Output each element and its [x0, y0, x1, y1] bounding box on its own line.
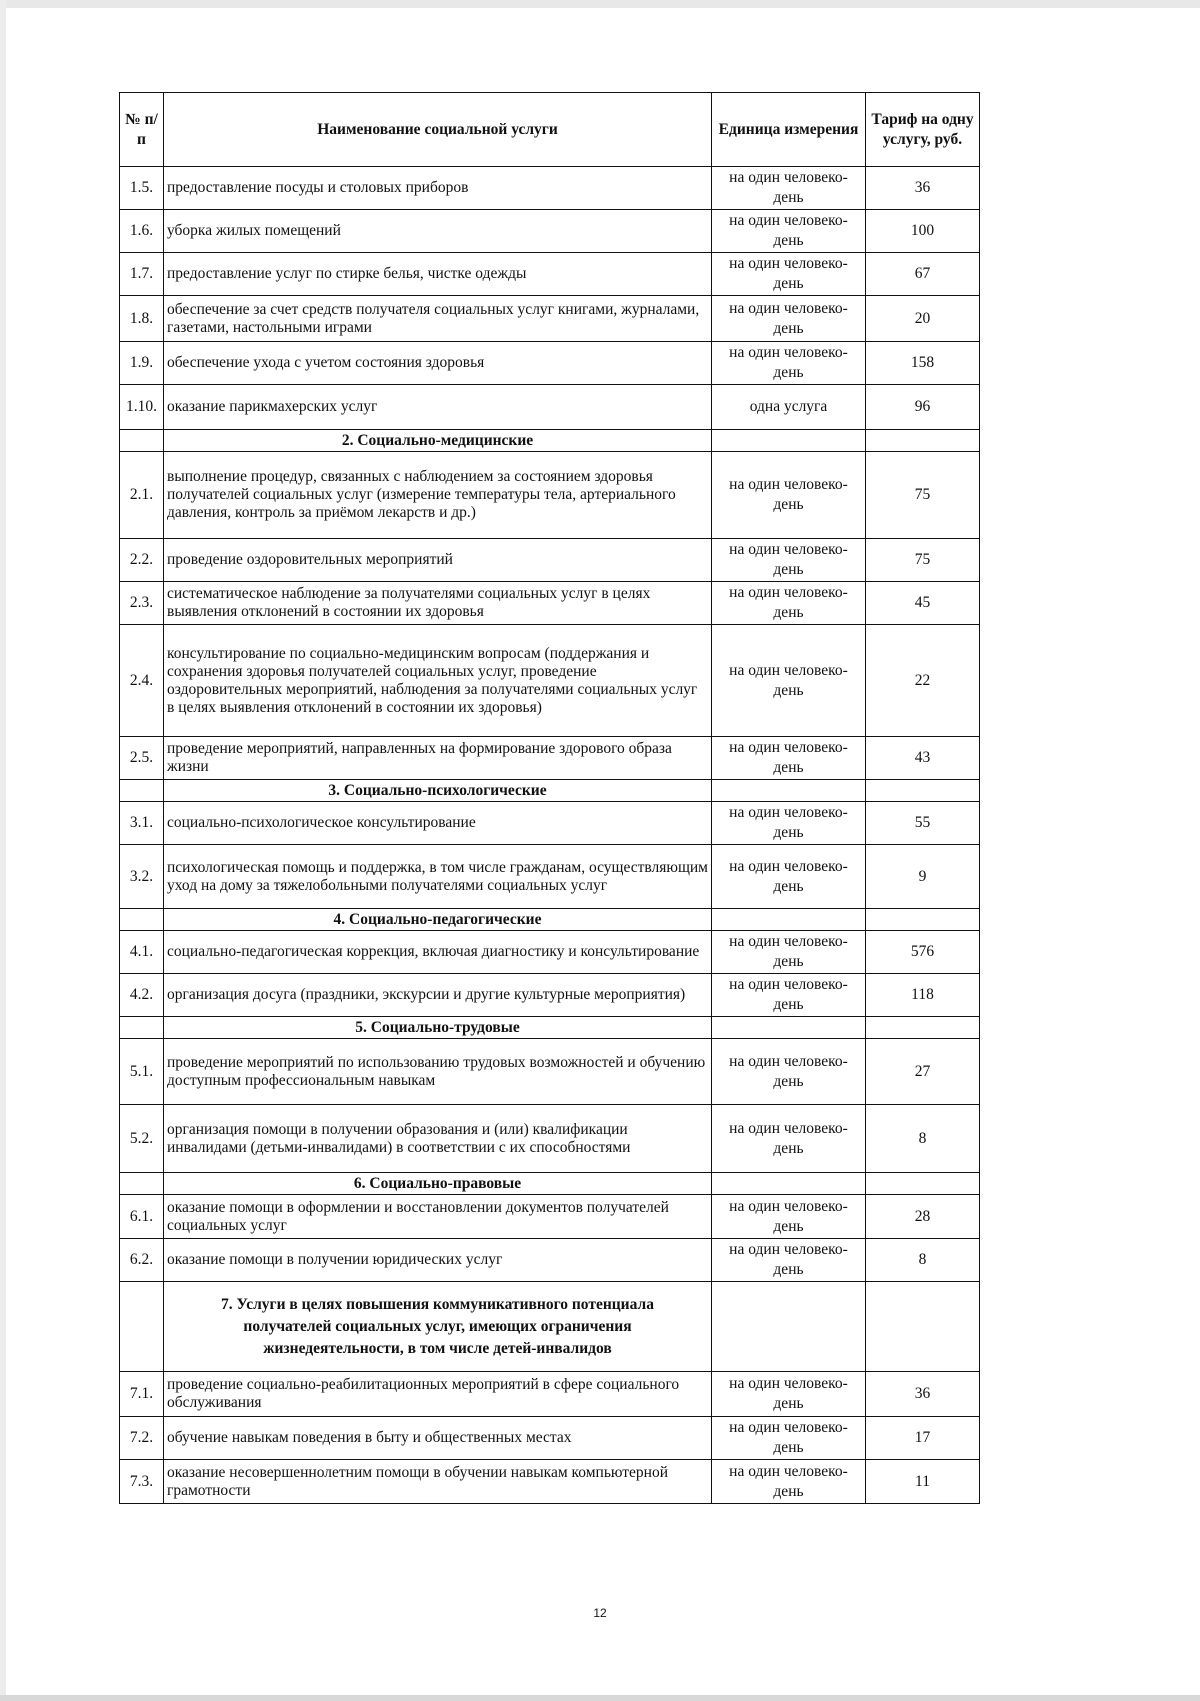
tariff-value: 8 [866, 1105, 980, 1173]
tariff-value: 36 [866, 1372, 980, 1417]
row-number: 5.1. [120, 1039, 164, 1105]
section-number-cell [120, 430, 164, 452]
section-title: 3. Социально-психологические [164, 780, 712, 802]
table-row [120, 1460, 980, 1504]
tariff-value: 118 [866, 974, 980, 1017]
service-name: предоставление посуды и столовых приборов [164, 167, 712, 210]
table-row [120, 1039, 980, 1105]
header-row [120, 93, 980, 167]
service-name: проведение мероприятий по использованию трудовых возможностей и обучению доступным профессиональным навыкам [164, 1039, 712, 1105]
unit-of-measure: на один человеко-день [712, 342, 866, 385]
table-row [120, 1372, 980, 1417]
header-unit: Единица измерения [712, 93, 866, 167]
row-number: 7.1. [120, 1372, 164, 1417]
unit-of-measure: на один человеко-день [712, 625, 866, 737]
tariff-value: 96 [866, 385, 980, 430]
service-name: оказание парикмахерских услуг [164, 385, 712, 430]
table-row [120, 845, 980, 909]
section-row [120, 1282, 980, 1372]
unit-of-measure: на один человеко-день [712, 539, 866, 582]
service-name: социально-педагогическая коррекция, включая диагностику и консультирование [164, 931, 712, 974]
service-name: выполнение процедур, связанных с наблюдением за состоянием здоровья получателей социальных услуг (измерение температуры тела, артериального давления, контроль за приёмом лекарств и др.) [164, 452, 712, 539]
unit-of-measure: на один человеко-день [712, 1372, 866, 1417]
table-row [120, 625, 980, 737]
service-name: предоставление услуг по стирке белья, чистке одежды [164, 253, 712, 296]
unit-of-measure: на один человеко-день [712, 931, 866, 974]
table-row [120, 539, 980, 582]
table-row [120, 452, 980, 539]
row-number: 2.5. [120, 737, 164, 780]
table-row [120, 296, 980, 342]
service-name: обеспечение за счет средств получателя социальных услуг книгами, журналами, газетами, настольными играми [164, 296, 712, 342]
service-name: социально-психологическое консультирование [164, 802, 712, 845]
tariff-value: 100 [866, 210, 980, 253]
row-number: 7.2. [120, 1417, 164, 1460]
tariff-value: 27 [866, 1039, 980, 1105]
table-row [120, 253, 980, 296]
section-row [120, 909, 980, 931]
tariff-value: 17 [866, 1417, 980, 1460]
section-unit-cell [712, 1173, 866, 1195]
row-number: 1.6. [120, 210, 164, 253]
scan-edge-bottom [0, 1695, 1200, 1701]
service-name: обеспечение ухода с учетом состояния здоровья [164, 342, 712, 385]
unit-of-measure: на один человеко-день [712, 167, 866, 210]
tariff-value: 67 [866, 253, 980, 296]
row-number: 2.4. [120, 625, 164, 737]
section-title: 4. Социально-педагогические [164, 909, 712, 931]
unit-of-measure: на один человеко-день [712, 737, 866, 780]
tariff-value: 28 [866, 1195, 980, 1239]
section-number-cell [120, 1282, 164, 1372]
unit-of-measure: на один человеко-день [712, 974, 866, 1017]
section-unit-cell [712, 909, 866, 931]
table-row [120, 385, 980, 430]
tariff-value: 75 [866, 539, 980, 582]
scan-edge-left [0, 0, 6, 1701]
service-name: уборка жилых помещений [164, 210, 712, 253]
tariff-value: 45 [866, 582, 980, 625]
section-row [120, 1017, 980, 1039]
tariff-value: 576 [866, 931, 980, 974]
service-name: оказание помощи в получении юридических услуг [164, 1239, 712, 1282]
row-number: 5.2. [120, 1105, 164, 1173]
row-number: 3.1. [120, 802, 164, 845]
section-number-cell [120, 1173, 164, 1195]
unit-of-measure: на один человеко-день [712, 802, 866, 845]
tariff-table [119, 92, 980, 1504]
service-name: организация досуга (праздники, экскурсии и другие культурные мероприятия) [164, 974, 712, 1017]
tariff-value: 22 [866, 625, 980, 737]
tariff-value: 36 [866, 167, 980, 210]
table-row [120, 1239, 980, 1282]
section-row [120, 780, 980, 802]
section-title: 5. Социально-трудовые [164, 1017, 712, 1039]
tariff-table-header [120, 93, 980, 167]
row-number: 4.2. [120, 974, 164, 1017]
row-number: 6.1. [120, 1195, 164, 1239]
service-name: организация помощи в получении образования и (или) квалификации инвалидами (детьми-инвалидами) в соответствии с их способностями [164, 1105, 712, 1173]
section-price-cell [866, 909, 980, 931]
table-row [120, 342, 980, 385]
row-number: 6.2. [120, 1239, 164, 1282]
row-number: 1.9. [120, 342, 164, 385]
section-price-cell [866, 1282, 980, 1372]
service-name: проведение оздоровительных мероприятий [164, 539, 712, 582]
table-row [120, 931, 980, 974]
section-title: 2. Социально-медицинские [164, 430, 712, 452]
table-row [120, 210, 980, 253]
table-row [120, 737, 980, 780]
unit-of-measure: на один человеко-день [712, 210, 866, 253]
unit-of-measure: на один человеко-день [712, 1460, 866, 1504]
table-row [120, 802, 980, 845]
unit-of-measure: на один человеко-день [712, 845, 866, 909]
tariff-table-body [120, 167, 980, 1504]
section-number-cell [120, 1017, 164, 1039]
service-name: обучение навыкам поведения в быту и общественных местах [164, 1417, 712, 1460]
section-price-cell [866, 1173, 980, 1195]
table-row [120, 167, 980, 210]
header-price: Тариф на одну услугу, руб. [866, 93, 980, 167]
unit-of-measure: на один человеко-день [712, 253, 866, 296]
section-row [120, 430, 980, 452]
page-number: 12 [593, 1606, 607, 1620]
section-title: 6. Социально-правовые [164, 1173, 712, 1195]
tariff-value: 11 [866, 1460, 980, 1504]
tariff-value: 158 [866, 342, 980, 385]
section-price-cell [866, 1017, 980, 1039]
section-unit-cell [712, 780, 866, 802]
tariff-value: 20 [866, 296, 980, 342]
section-number-cell [120, 909, 164, 931]
unit-of-measure: на один человеко-день [712, 1039, 866, 1105]
unit-of-measure: на один человеко-день [712, 296, 866, 342]
unit-of-measure: одна услуга [712, 385, 866, 430]
service-name: оказание несовершеннолетним помощи в обучении навыкам компьютерной грамотности [164, 1460, 712, 1504]
row-number: 7.3. [120, 1460, 164, 1504]
section-unit-cell [712, 1017, 866, 1039]
tariff-value: 55 [866, 802, 980, 845]
row-number: 1.7. [120, 253, 164, 296]
unit-of-measure: на один человеко-день [712, 582, 866, 625]
row-number: 1.8. [120, 296, 164, 342]
service-name: проведение социально-реабилитационных мероприятий в сфере социального обслуживания [164, 1372, 712, 1417]
row-number: 4.1. [120, 931, 164, 974]
unit-of-measure: на один человеко-день [712, 1195, 866, 1239]
table-row [120, 1105, 980, 1173]
row-number: 1.10. [120, 385, 164, 430]
tariff-value: 43 [866, 737, 980, 780]
unit-of-measure: на один человеко-день [712, 1105, 866, 1173]
unit-of-measure: на один человеко-день [712, 1417, 866, 1460]
table-row [120, 974, 980, 1017]
table-row [120, 1417, 980, 1460]
row-number: 2.1. [120, 452, 164, 539]
section-row [120, 1173, 980, 1195]
row-number: 2.2. [120, 539, 164, 582]
service-name: психологическая помощь и поддержка, в том числе гражданам, осуществляющим уход на дому за тяжелобольными получателями социальных услуг [164, 845, 712, 909]
section-title: 7. Услуги в целях повышения коммуникативного потенциала получателей социальных услуг, имеющих ограничения жизнедеятельности, в том числе детей-инвалидов [164, 1282, 712, 1372]
table-row [120, 1195, 980, 1239]
section-number-cell [120, 780, 164, 802]
service-name: проведение мероприятий, направленных на формирование здорового образа жизни [164, 737, 712, 780]
section-unit-cell [712, 1282, 866, 1372]
service-name: консультирование по социально-медицинским вопросам (поддержания и сохранения здоровья получателей социальных услуг, проведение оздоровительных мероприятий, наблюдения за получателями социальных услуг в целях выявления отклонений в состоянии их здоровья) [164, 625, 712, 737]
header-name: Наименование социальной услуги [164, 93, 712, 167]
row-number: 2.3. [120, 582, 164, 625]
row-number: 3.2. [120, 845, 164, 909]
unit-of-measure: на один человеко-день [712, 452, 866, 539]
scan-edge-top [0, 0, 1200, 8]
row-number: 1.5. [120, 167, 164, 210]
unit-of-measure: на один человеко-день [712, 1239, 866, 1282]
tariff-value: 75 [866, 452, 980, 539]
header-num: № п/п [120, 93, 164, 167]
section-unit-cell [712, 430, 866, 452]
tariff-value: 8 [866, 1239, 980, 1282]
section-price-cell [866, 430, 980, 452]
service-name: оказание помощи в оформлении и восстановлении документов получателей социальных услуг [164, 1195, 712, 1239]
section-price-cell [866, 780, 980, 802]
tariff-value: 9 [866, 845, 980, 909]
service-name: систематическое наблюдение за получателями социальных услуг в целях выявления отклонений в состоянии их здоровья [164, 582, 712, 625]
table-row [120, 582, 980, 625]
